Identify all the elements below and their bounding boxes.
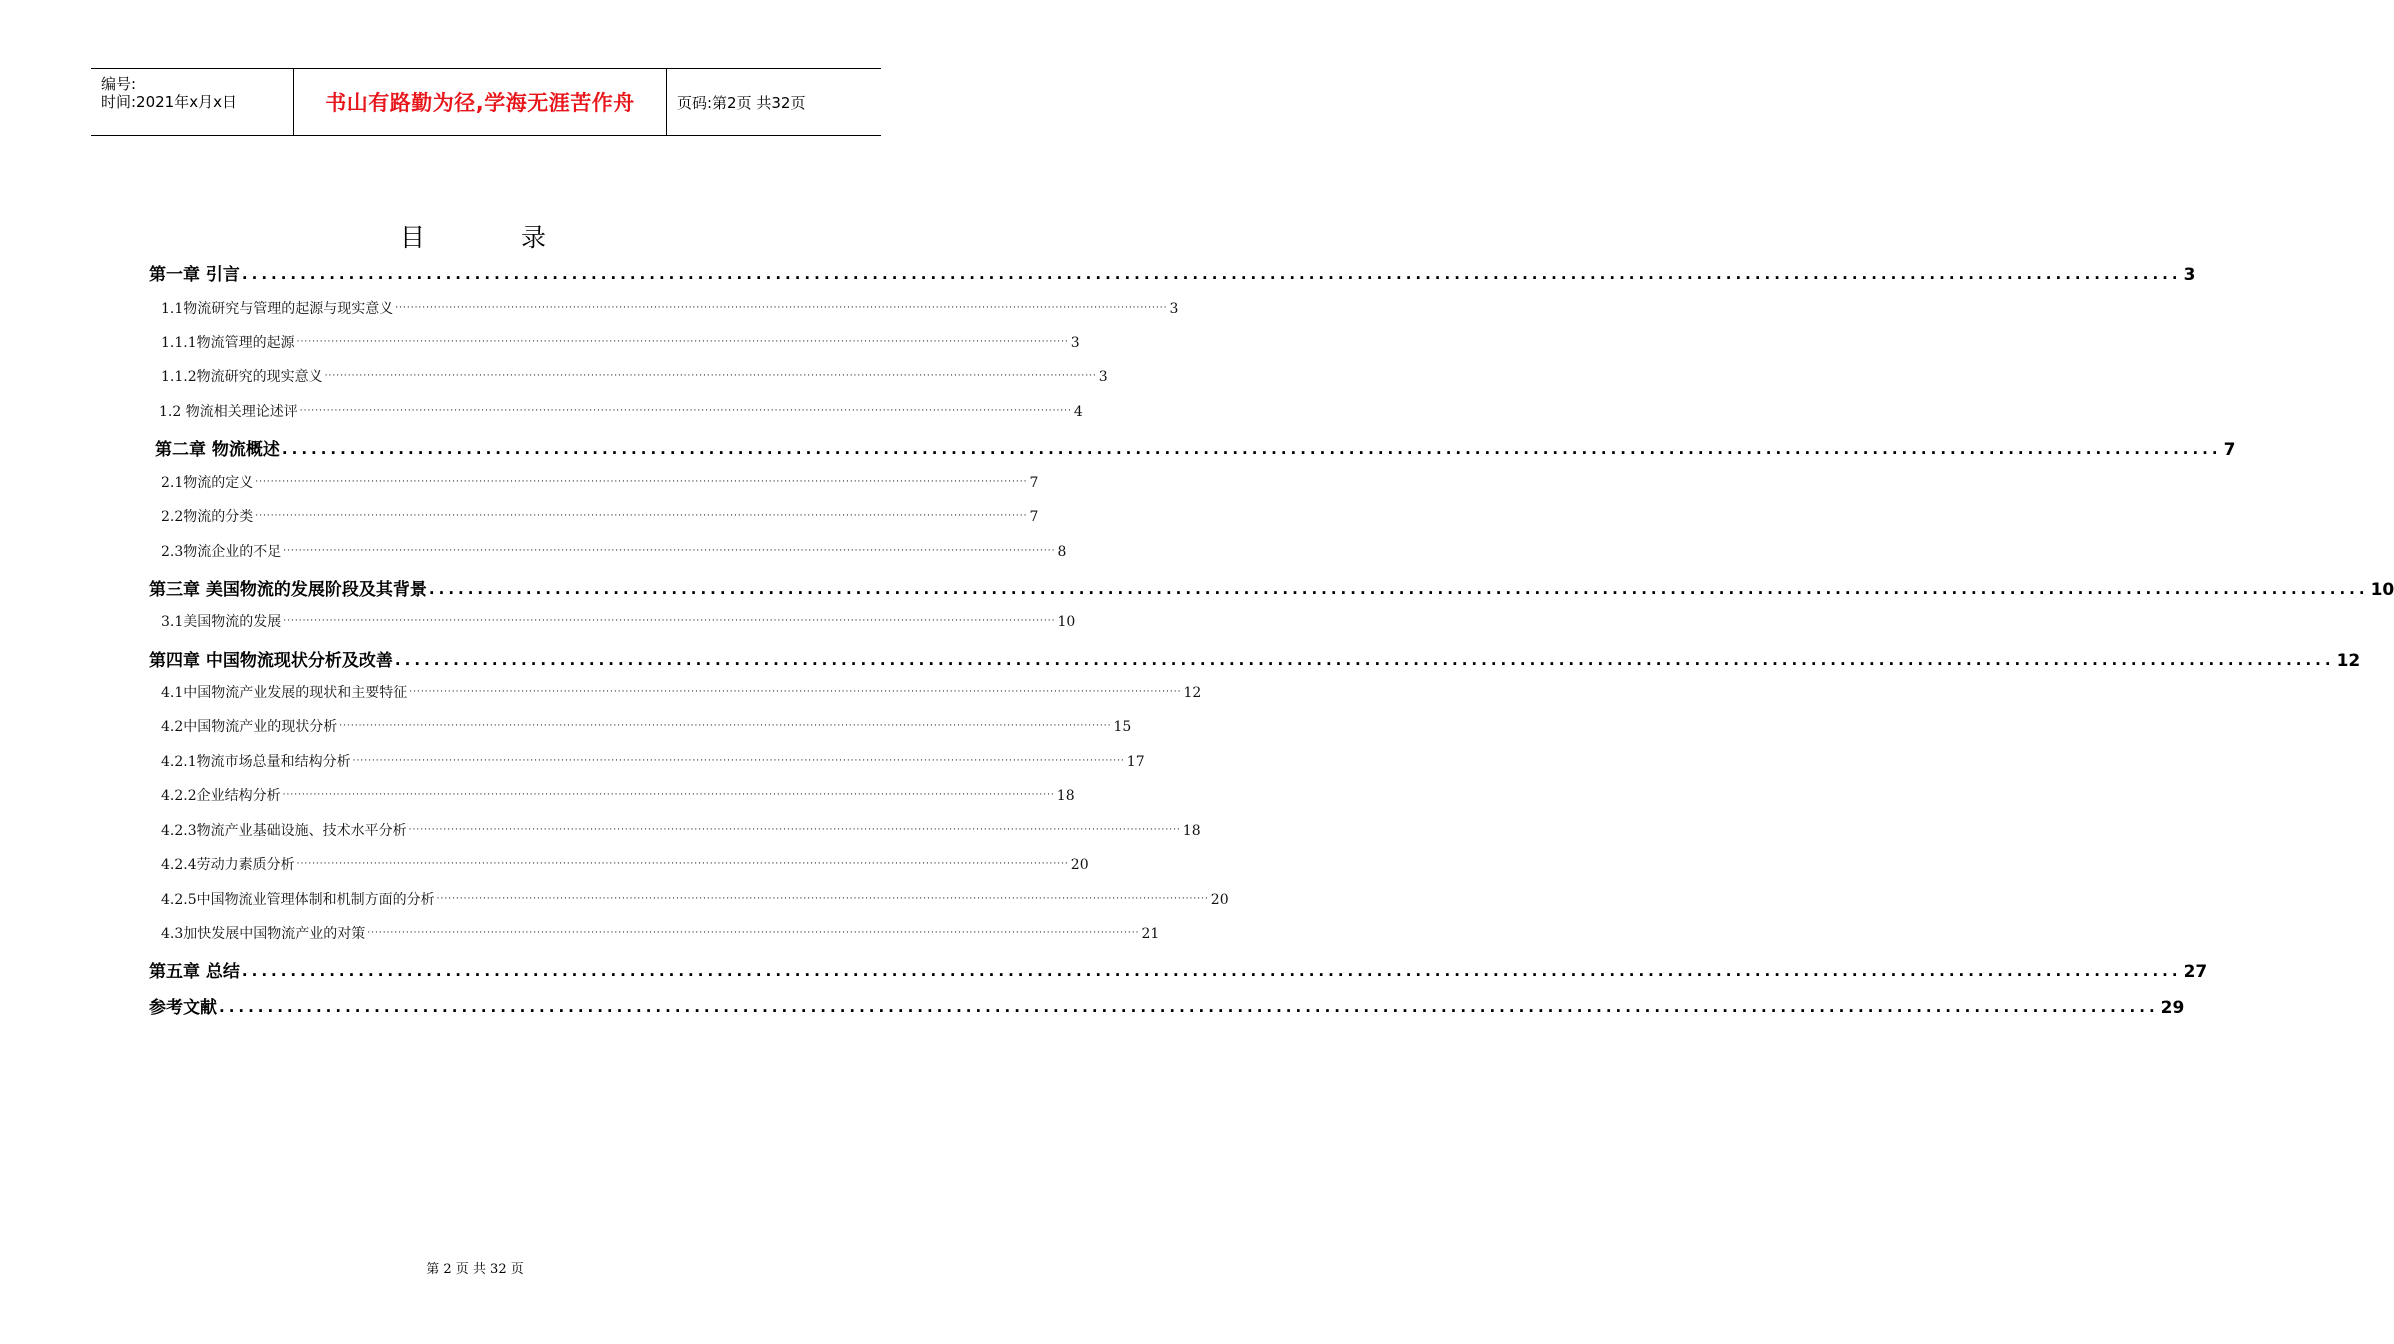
page-footer: 第 2 页 共 32 页 (426, 1262, 524, 1277)
toc-entry-page: 7 (1029, 509, 1039, 525)
toc-entry-title: 3.1美国物流的发展 (161, 614, 282, 630)
toc-entry-page: 8 (1057, 544, 1067, 560)
toc-entry-title: 1.1物流研究与管理的起源与现实意义 (161, 301, 394, 317)
toc-chapter-entry (155, 435, 2236, 460)
toc-leader-dots: ········································································································································································································ (352, 756, 1125, 766)
toc-chapter-entry (149, 646, 2361, 671)
toc-leader-dots: ········································································································································································································ (409, 687, 1182, 697)
toc-entry-title: 第一章 引言 (149, 265, 240, 285)
toc-section-entry (161, 472, 1039, 492)
toc-entry-page: 18 (1056, 788, 1075, 804)
toc-entry-page: 29 (2160, 998, 2185, 1018)
toc-leader-dots: ········································································································································································································ (324, 371, 1097, 381)
toc-leader-dots: ........................................................................................................................................................................................................ (428, 580, 2369, 598)
toc-leader-dots: ········································································································································································································ (395, 303, 1168, 313)
toc-section-entry (161, 611, 1076, 631)
toc-leader-dots: ········································································································································································································ (296, 859, 1069, 869)
toc-entry-page: 12 (1183, 685, 1202, 701)
toc-leader-dots: ········································································································································································································ (436, 894, 1209, 904)
toc-entry-title: 第五章 总结 (149, 962, 240, 982)
toc-entry-page: 20 (1210, 892, 1229, 908)
toc-section-entry (161, 332, 1080, 352)
toc-entry-page: 7 (1029, 475, 1039, 491)
page-header (91, 68, 881, 136)
toc-leader-dots: ········································································································································································································ (282, 790, 1055, 800)
time-label: 时间:2021年x月x日 (101, 93, 237, 111)
toc-entry-title: 4.1中国物流产业发展的现状和主要特征 (161, 685, 408, 701)
toc-entry-page: 15 (1113, 719, 1132, 735)
toc-entry-title: 参考文献 (149, 998, 217, 1018)
toc-leader-dots: ........................................................................................................................................................................................................ (281, 440, 2222, 458)
header-page-info: 页码:第2页 共32页 (677, 93, 806, 112)
toc-entry-page: 20 (1070, 857, 1089, 873)
toc-leader-dots: ········································································································································································································ (255, 477, 1028, 487)
toc-entry-page: 10 (1057, 614, 1076, 630)
toc-entry-page: 27 (2183, 962, 2208, 982)
toc-leader-dots: ········································································································································································································ (299, 406, 1072, 416)
toc-entry-page: 17 (1126, 754, 1145, 770)
toc-leader-dots: ........................................................................................................................................................................................................ (241, 962, 2182, 980)
header-page-cell (667, 69, 881, 135)
toc-chapter-entry (149, 957, 2208, 982)
toc-section-entry (161, 366, 1108, 386)
toc-chapter-entry (149, 260, 2196, 285)
toc-entry-page: 3 (1098, 369, 1108, 385)
toc-section-entry (161, 682, 1202, 702)
number-label: 编号: (101, 75, 137, 93)
toc-entry-title: 2.2物流的分类 (161, 509, 254, 525)
toc-title-text: 目 录 (400, 223, 590, 252)
toc-chapter-entry (149, 993, 2185, 1018)
header-motto-cell (293, 69, 667, 135)
toc-title (0, 218, 950, 254)
toc-section-entry (161, 923, 1160, 943)
toc-entry-page: 12 (2336, 651, 2361, 671)
toc-leader-dots: ········································································································································································································ (283, 546, 1056, 556)
toc-entry-page: 7 (2223, 440, 2236, 460)
toc-leader-dots: ········································································································································································································ (339, 721, 1112, 731)
toc-entry-title: 2.1物流的定义 (161, 475, 254, 491)
toc-entry-title: 4.2.2企业结构分析 (161, 788, 281, 804)
toc-leader-dots: ........................................................................................................................................................................................................ (394, 651, 2335, 669)
toc-section-entry (161, 889, 1229, 909)
toc-entry-title: 4.2.5中国物流业管理体制和机制方面的分析 (161, 892, 435, 908)
toc-section-entry (161, 854, 1089, 874)
toc-entry-title: 2.3物流企业的不足 (161, 544, 282, 560)
toc-entry-title: 第四章 中国物流现状分析及改善 (149, 651, 393, 671)
toc-entry-title: 4.3加快发展中国物流产业的对策 (161, 926, 366, 942)
toc-section-entry (161, 751, 1145, 771)
toc-entry-title: 1.1.2物流研究的现实意义 (161, 369, 323, 385)
toc-section-entry (161, 820, 1201, 840)
toc-entry-page: 10 (2370, 580, 2394, 600)
header-left-cell (91, 69, 293, 135)
motto-text: 书山有路勤为径,学海无涯苦作舟 (325, 91, 635, 115)
toc-entry-title: 第三章 美国物流的发展阶段及其背景 (149, 580, 427, 600)
toc-leader-dots: ········································································································································································································ (283, 616, 1056, 626)
toc-entry-page: 3 (2183, 265, 2196, 285)
toc-chapter-entry (149, 575, 2394, 600)
toc-section-entry (161, 541, 1067, 561)
toc-section-entry (161, 716, 1132, 736)
toc-entry-page: 21 (1141, 926, 1160, 942)
toc-leader-dots: ········································································································································································································ (296, 337, 1069, 347)
toc-section-entry (161, 506, 1039, 526)
toc-leader-dots: ........................................................................................................................................................................................................ (241, 265, 2182, 283)
toc-entry-title: 1.1.1物流管理的起源 (161, 335, 295, 351)
toc-leader-dots: ········································································································································································································ (255, 511, 1028, 521)
toc-leader-dots: ········································································································································································································ (367, 928, 1140, 938)
toc-entry-title: 1.2 物流相关理论述评 (159, 404, 298, 420)
toc-leader-dots: ........................................................................................................................................................................................................ (219, 998, 2159, 1016)
toc-section-entry (161, 785, 1075, 805)
toc-section-entry (159, 401, 1083, 421)
toc-section-entry (161, 298, 1179, 318)
toc-entry-page: 4 (1073, 404, 1083, 420)
toc-entry-title: 4.2.4劳动力素质分析 (161, 857, 295, 873)
toc-entry-page: 3 (1169, 301, 1179, 317)
toc-entry-page: 3 (1070, 335, 1080, 351)
toc-entry-title: 4.2中国物流产业的现状分析 (161, 719, 338, 735)
toc-entry-page: 18 (1182, 823, 1201, 839)
toc-entry-title: 4.2.1物流市场总量和结构分析 (161, 754, 351, 770)
toc-leader-dots: ········································································································································································································ (408, 825, 1181, 835)
toc-entry-title: 第二章 物流概述 (155, 440, 280, 460)
toc-entry-title: 4.2.3物流产业基础设施、技术水平分析 (161, 823, 407, 839)
